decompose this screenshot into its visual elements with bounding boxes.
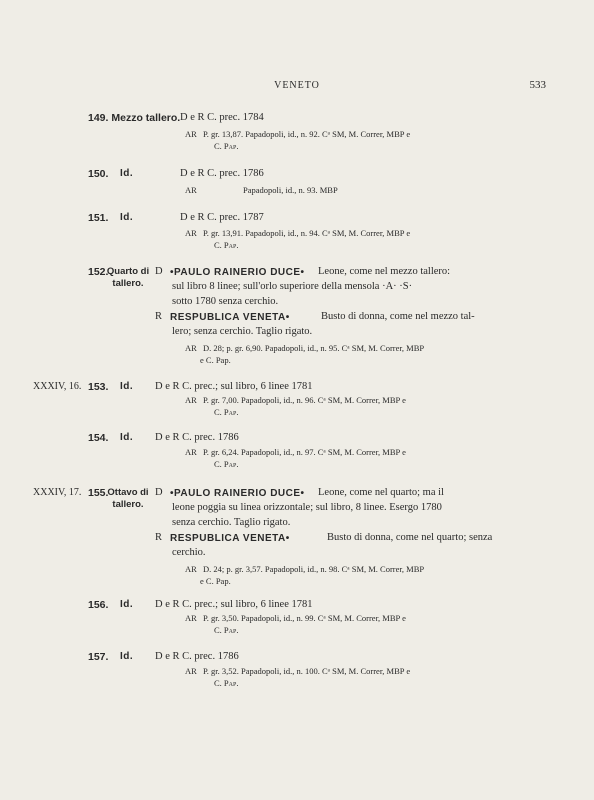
- page-number: 533: [529, 79, 546, 91]
- provenance-cont: C. Pap.: [214, 407, 239, 417]
- entry-kind: Id.: [120, 168, 134, 179]
- obverse-text: sul libro 8 linee; sull'orlo superiore della mensola ·A· ·S·: [172, 281, 413, 292]
- provenance-cont: C. Pap.: [214, 240, 239, 250]
- provenance-cont: C. Pap.: [214, 141, 239, 151]
- obverse-text: sotto 1780 senza cerchio.: [172, 296, 279, 307]
- metal: AR: [185, 343, 197, 353]
- entry-number: 150.: [88, 168, 109, 180]
- page: VENETO 533 149. Mezzo tallero. D e R C. prec. 1784 AR P. gr. 13,87. Papadopoli, id., n. 92. Cᵃ SM, M. Correr, MBP e C. Pap. 150. Id. D e R C. prec. 1786 AR Papadopoli, id., n. 93. MBP 151. Id. D e R C. prec. 1787 AR P. gr. 13,91. Papadopoli, id., n. 94. Cᵃ SM, M. Correr, MBP e C. Pap. 152. Quarto di tallero. D •PAULO RAINERIO DUCE• Leone, come nel mezzo tallero: sul libro 8 linee; sull'orlo superiore della mensola ·A· ·S· sotto 1780 senza cerchio. R RESPUBLICA VENETA• Busto di donna, come nel mezzo tal- lero; senza cerchio. Taglio rigato. AR D. 28; p. gr. 6,90. Papadopoli, id., n. 95. Cᵃ SM, M. Correr, MBP e C. Pap. XXXIV, 16. 153. Id. D e R C. prec.; sul libro, 6 linee 1781 AR P. gr. 7,00. Papadopoli, id., n. 96. Cᵃ SM, M. Correr, MBP e C. Pap. 154. Id. D e R C. prec. 1786 AR P. gr. 6,24. Papadopoli, id., n. 97. Cᵃ SM, M. Correr, MBP e C. Pap. XXXIV, 17. 155. Ottavo di tallero. D •PAULO RAINERIO DUCE• Leone, come nel quarto; ma il leone poggia su linea orizzontale; sul libro, 8 linee. Esergo 1780 senza cerchio. Taglio rigato. R RESPUBLICA VENETA• Busto di donna, come nel quarto; senza cerchio. AR D. 24; p. gr. 3,57. Papadopoli, id., n. 98. Cᵃ SM, M. Correr, MBP e C. Pap. 156. Id. D e R C. prec.; sul libro, 6 linee 1781 AR P. gr. 3,50. Papadopoli, id., n. 99. Cᵃ SM, M. Correr, MBP e C. Pap. 157. Id. D e R C. prec. 1786 AR P. gr. 3,52. Papadopoli, id., n. 100. Cᵃ SM, M. Correr, MBP e C. Pap.: [0, 0, 594, 800]
- entry-kind: Id.: [120, 599, 134, 610]
- provenance: D. 28; p. gr. 6,90. Papadopoli, id., n. 95. Cᵃ SM, M. Correr, MBP: [203, 343, 425, 353]
- metal: AR: [185, 228, 197, 238]
- description: D e R C. prec. 1784: [180, 112, 264, 123]
- metal: AR: [185, 185, 197, 195]
- provenance-cont: C. Pap.: [214, 625, 239, 635]
- provenance: Papadopoli, id., n. 93. MBP: [243, 185, 338, 195]
- metal: AR: [185, 447, 197, 457]
- entry-kind: Id.: [120, 212, 134, 223]
- entry-number: 153.: [88, 381, 109, 393]
- entry-number: 152.: [88, 266, 109, 278]
- reverse-legend: RESPUBLICA VENETA•: [170, 312, 290, 323]
- reverse-text: Busto di donna, come nel mezzo tal-: [321, 311, 475, 322]
- obverse-text: leone poggia su linea orizzontale; sul libro, 8 linee. Esergo 1780: [172, 502, 442, 513]
- description: D e R C. prec.; sul libro, 6 linee 1781: [155, 381, 313, 392]
- entry-number: 149. Mezzo tallero.: [88, 112, 181, 124]
- entry-kind: Id.: [120, 381, 134, 392]
- description: D e R C. prec.; sul libro, 6 linee 1781: [155, 599, 313, 610]
- metal: AR: [185, 564, 197, 574]
- provenance: P. gr. 13,91. Papadopoli, id., n. 94. Cᵃ SM, M. Correr, MBP e: [203, 228, 411, 238]
- reverse-legend: RESPUBLICA VENETA•: [170, 533, 290, 544]
- reverse-text: Busto di donna, come nel quarto; senza: [327, 532, 493, 543]
- provenance-cont: C. Pap.: [214, 459, 239, 469]
- plate-ref: XXXIV, 17.: [33, 487, 82, 498]
- entry-kind: Quarto di tallero.: [106, 266, 150, 289]
- entry-kind: Id.: [120, 432, 134, 443]
- plate-ref: XXXIV, 16.: [33, 381, 82, 392]
- running-head: VENETO: [274, 80, 320, 91]
- obverse-text: senza cerchio. Taglio rigato.: [172, 517, 291, 528]
- obverse-legend: •PAULO RAINERIO DUCE•: [170, 267, 305, 278]
- provenance-cont: C. Pap.: [214, 678, 239, 688]
- provenance: P. gr. 7,00. Papadopoli, id., n. 96. Cᵃ SM, M. Correr, MBP e: [203, 395, 406, 405]
- description: D e R C. prec. 1786: [155, 651, 239, 662]
- obverse-text: Leone, come nel quarto; ma il: [318, 487, 444, 498]
- entry-number: 157.: [88, 651, 109, 663]
- metal: AR: [185, 395, 197, 405]
- obverse-legend: •PAULO RAINERIO DUCE•: [170, 488, 305, 499]
- reverse-text: lero; senza cerchio. Taglio rigato.: [172, 326, 313, 337]
- obverse-text: Leone, come nel mezzo tallero:: [318, 266, 451, 277]
- entry-kind: Ottavo di tallero.: [107, 487, 149, 510]
- metal: AR: [185, 613, 197, 623]
- description: D e R C. prec. 1786: [155, 432, 239, 443]
- provenance: P. gr. 13,87. Papadopoli, id., n. 92. Cᵃ SM, M. Correr, MBP e: [203, 129, 411, 139]
- entry-number: 154.: [88, 432, 109, 444]
- provenance: P. gr. 6,24. Papadopoli, id., n. 97. Cᵃ SM, M. Correr, MBP e: [203, 447, 406, 457]
- provenance-cont: e C. Pap.: [200, 355, 231, 365]
- entry-number: 151.: [88, 212, 109, 224]
- provenance: P. gr. 3,52. Papadopoli, id., n. 100. Cᵃ SM, M. Correr, MBP e: [203, 666, 411, 676]
- reverse-text: cerchio.: [172, 547, 206, 558]
- provenance: P. gr. 3,50. Papadopoli, id., n. 99. Cᵃ SM, M. Correr, MBP e: [203, 613, 406, 623]
- metal: AR: [185, 666, 197, 676]
- provenance: D. 24; p. gr. 3,57. Papadopoli, id., n. 98. Cᵃ SM, M. Correr, MBP: [203, 564, 425, 574]
- metal: AR: [185, 129, 197, 139]
- entry-number: 155.: [88, 487, 109, 499]
- entry-number: 156.: [88, 599, 109, 611]
- description: D e R C. prec. 1787: [180, 212, 264, 223]
- description: D e R C. prec. 1786: [180, 168, 264, 179]
- entry-kind: Id.: [120, 651, 134, 662]
- provenance-cont: e C. Pap.: [200, 576, 231, 586]
